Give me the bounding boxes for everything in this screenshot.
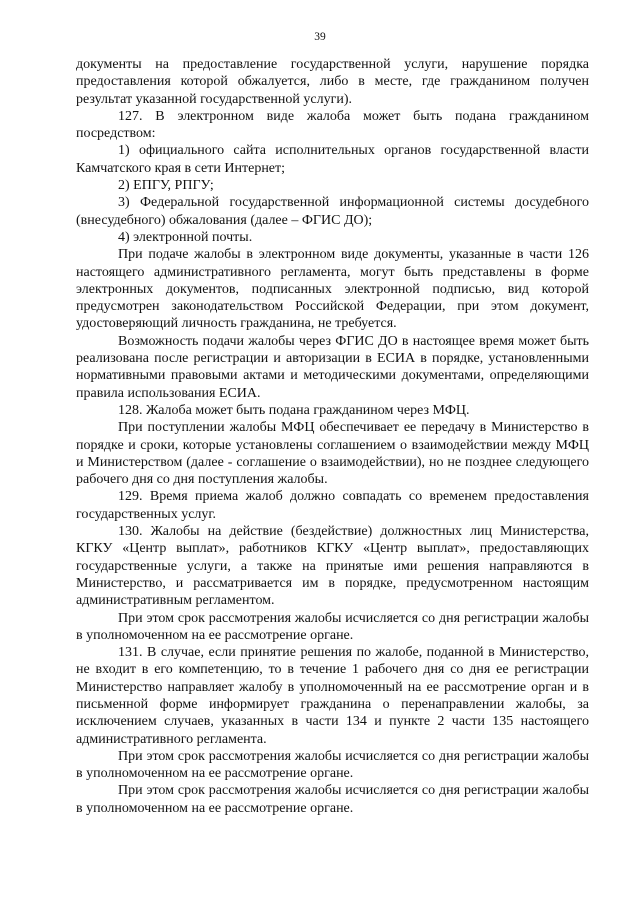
paragraph-p127-3: 3) Федеральной государственной информационной системы досудебного (внесудебного) обжалования (далее – ФГИС ДО);: [76, 195, 589, 228]
document-body: [76, 56, 589, 817]
paragraph-p127: 127. В электронном виде жалоба может быть подана гражданином посредством:: [76, 108, 589, 142]
paragraph-cont: документы на предоставление государственной услуги, нарушение порядка предоставления которой обжалуется, либо в месте, где гражданином получен результат указанной государственной услуги).: [76, 57, 589, 107]
paragraph-p130-a: При этом срок рассмотрения жалобы исчисляется со дня регистрации жалобы в уполномоченном на ее рассмотрение органе.: [76, 610, 589, 643]
paragraph-p129: 129. Время приема жалоб должно совпадать со временем предоставления государственных услуг.: [76, 489, 589, 522]
paragraph-p128: 128. Жалоба может быть подана гражданином через МФЦ.: [118, 402, 470, 418]
page-number: 39: [314, 31, 326, 43]
paragraph-p127-4: 4) электронной почты.: [118, 229, 253, 245]
paragraph-p127-1: 1) официального сайта исполнительных органов государственной власти Камчатского края в сети Интернет;: [76, 143, 589, 176]
paragraph-p131: 131. В случае, если принятие решения по жалобе, поданной в Министерство, не входит в его компетенцию, то в течение 1 рабочего дня со дня ее регистрации Министерство направляет жалобу в уполномоченный на ее рассмотрение орган и в письменной форме информирует гражданина о перенаправлении жалобы, за исключением случаев, указанных в части 134 и пункте 2 части 135 настоящего административного регламента.: [76, 645, 589, 747]
paragraph-p127-b: Возможность подачи жалобы через ФГИС ДО в настоящее время может быть реализована после регистрации и авторизации в ЕСИА в порядке, установленными нормативными правовыми актами и методическими документами, определяющими правила использования ЕСИА.: [76, 333, 589, 401]
paragraph-p130: 130. Жалобы на действие (бездействие) должностных лиц Министерства, КГКУ «Центр выплат», работников КГКУ «Центр выплат», предоставляющих государственные услуги, а также на принятые ими решения направляются в Министерство, и рассматривается им в порядке, предусмотренном настоящим административным регламентом.: [76, 524, 589, 609]
paragraph-p131-b: При этом срок рассмотрения жалобы исчисляется со дня регистрации жалобы в уполномоченном на ее рассмотрение органе.: [76, 783, 589, 816]
paragraph-p131-a: При этом срок рассмотрения жалобы исчисляется со дня регистрации жалобы в уполномоченном на ее рассмотрение органе.: [76, 748, 589, 782]
paragraph-p128-a: При поступлении жалобы МФЦ обеспечивает ее передачу в Министерство в порядке и сроки, которые установлены соглашением о взаимодействии между МФЦ и Министерством (далее - соглашение о взаимодействии), но не позднее следующего рабочего дня со дня поступления жалобы.: [76, 420, 589, 488]
paragraph-p127-a: При подаче жалобы в электронном виде документы, указанные в части 126 настоящего административного регламента, могут быть представлены в форме электронных документов, подписанных электронной подписью, вид которой предусмотрен законодательством Российской Федерации, при этом документ, удостоверяющий личность гражданина, не требуется.: [76, 247, 589, 332]
paragraph-p127-2: 2) ЕПГУ, РПГУ;: [118, 178, 214, 194]
